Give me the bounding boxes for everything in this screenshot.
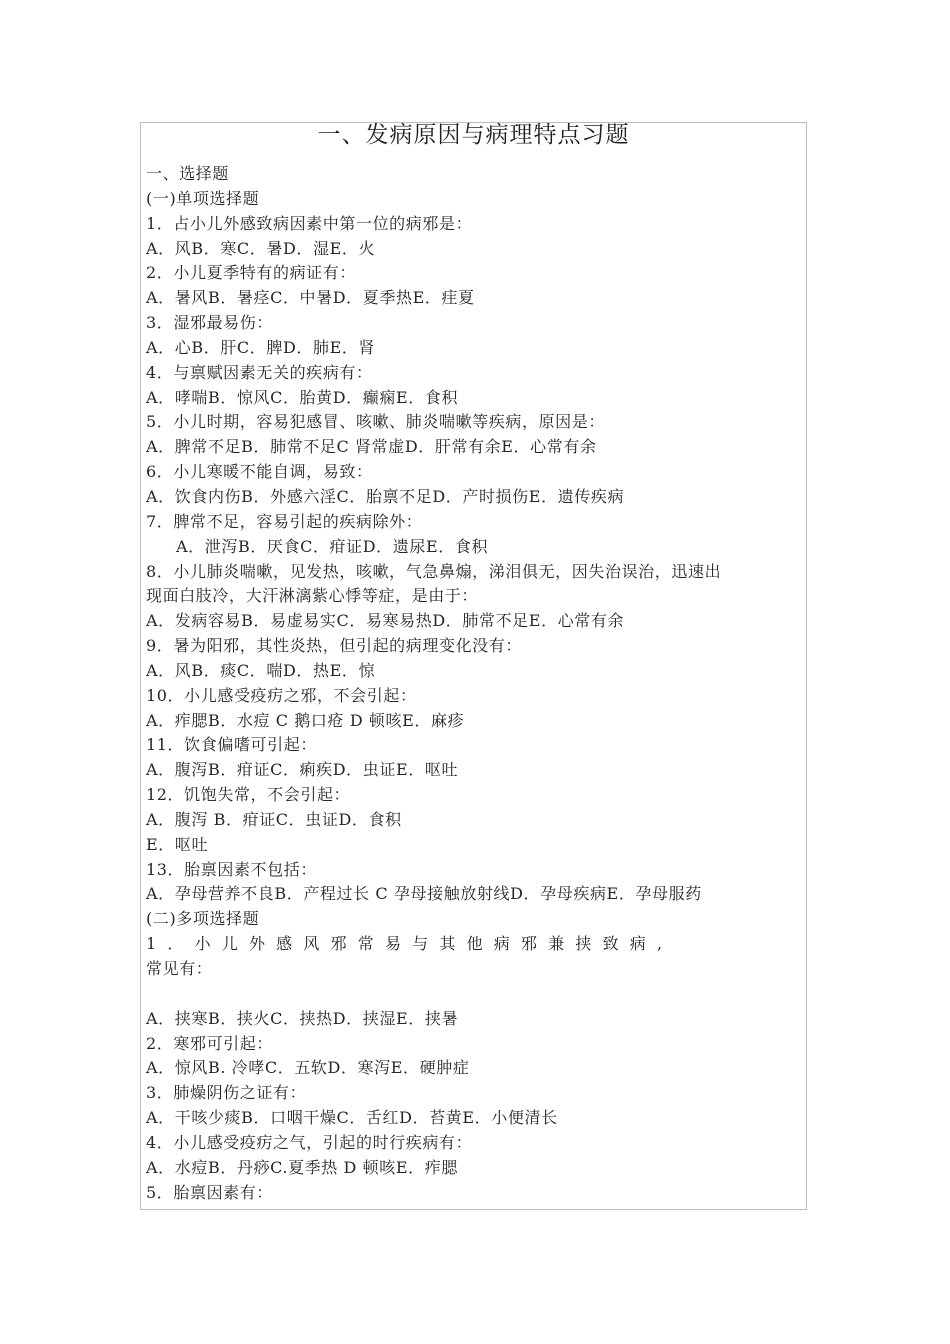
text-line: 4．与禀赋因素无关的疾病有： xyxy=(146,362,373,382)
text-line: 1．小儿外感风邪常易与其他病邪兼挟致病, xyxy=(146,934,674,954)
text-line: A．哮喘B．惊风C．胎黄D．癫痫E．食积 xyxy=(146,387,459,407)
text-line: 5．胎禀因素有： xyxy=(146,1182,273,1202)
blank-line xyxy=(146,982,804,1007)
text-line: A．脾常不足B．肺常不足C 肾常虚D．肝常有余E．心常有余 xyxy=(146,437,597,457)
text-line: A．发病容易B．易虚易实C．易寒易热D．肺常不足E．心常有余 xyxy=(146,611,625,631)
text-line: 12．饥饱失常，不会引起： xyxy=(146,785,351,805)
text-line: 13．胎禀因素不包括： xyxy=(146,859,317,879)
text-line: 7．脾常不足，容易引起的疾病除外： xyxy=(146,511,423,531)
text-line: 3．肺燥阴伤之证有： xyxy=(146,1083,307,1103)
text-line: A．腹泻B．疳证C．痢疾D．虫证E．呕吐 xyxy=(146,760,459,780)
text-line: 1．占小儿外感致病因素中第一位的病邪是： xyxy=(146,213,473,233)
text-line: A．风B．痰C．喘D．热E．惊 xyxy=(146,660,376,680)
text-line: A．干咳少痰B．口咽干燥C．舌红D．苔黄E．小便清长 xyxy=(146,1108,558,1128)
text-line: 2．寒邪可引起： xyxy=(146,1033,273,1053)
text-line: A．心B．肝C．脾D．肺E．肾 xyxy=(146,337,376,357)
text-line: 4．小儿感受疫疠之气，引起的时行疾病有： xyxy=(146,1132,473,1152)
text-line: 现面白肢冷，大汗淋漓紫心悸等症，是由于： xyxy=(146,586,479,606)
document-page xyxy=(140,122,807,1210)
text-line: (一)单项选择题 xyxy=(146,188,260,208)
text-line: 8．小儿肺炎喘嗽，见发热，咳嗽，气急鼻煽，涕泪俱无，因失治误治，迅速出 xyxy=(146,561,722,581)
text-line: A．痄腮B．水痘 C 鹅口疮 D 顿咳E．麻疹 xyxy=(146,710,465,730)
text-line: A．泄泻B．厌食C．疳证D．遗尿E．食积 xyxy=(176,536,489,556)
text-line: 3．湿邪最易伤： xyxy=(146,313,273,333)
text-line: A．饮食内伤B．外感六淫C．胎禀不足D．产时损伤E．遗传疾病 xyxy=(146,486,625,506)
text-line: 2．小儿夏季特有的病证有： xyxy=(146,263,356,283)
document-title: 一、发病原因与病理特点习题 xyxy=(317,122,630,148)
text-line: A．风B．寒C．暑D．湿E．火 xyxy=(146,238,376,258)
text-line: 常见有： xyxy=(146,959,213,978)
text-line: 10．小儿感受疫疠之邪，不会引起： xyxy=(146,685,417,705)
text-line: 9．暑为阳邪，其性炎热，但引起的病理变化没有： xyxy=(146,636,522,656)
text-line: E．呕吐 xyxy=(146,834,209,854)
text-line: A．惊风B. 冷哮C．五软D．寒泻E．硬肿症 xyxy=(146,1058,470,1078)
text-line: A．挟寒B．挟火C．挟热D．挟湿E．挟暑 xyxy=(146,1008,459,1028)
text-line: A．腹泻 B．疳证C．虫证D．食积 xyxy=(146,809,402,829)
text-line: 11．饮食偏嗜可引起： xyxy=(146,735,317,755)
text-line: 一、选择题 xyxy=(146,164,230,183)
text-line: 6．小儿寒暖不能自调，易致： xyxy=(146,462,373,482)
text-line: A．暑风B．暑痉C．中暑D．夏季热E．疰夏 xyxy=(146,288,475,308)
text-line: (二)多项选择题 xyxy=(146,909,260,929)
text-line: A．水痘B．丹痧C.夏季热 D 顿咳E．痄腮 xyxy=(146,1157,458,1177)
question-list xyxy=(146,162,804,1205)
text-line: A．孕母营养不良B．产程过长 C 孕母接触放射线D．孕母疾病E．孕母服药 xyxy=(146,884,702,904)
text-line: 5．小儿时期，容易犯感冒、咳嗽、肺炎喘嗽等疾病，原因是： xyxy=(146,412,605,432)
